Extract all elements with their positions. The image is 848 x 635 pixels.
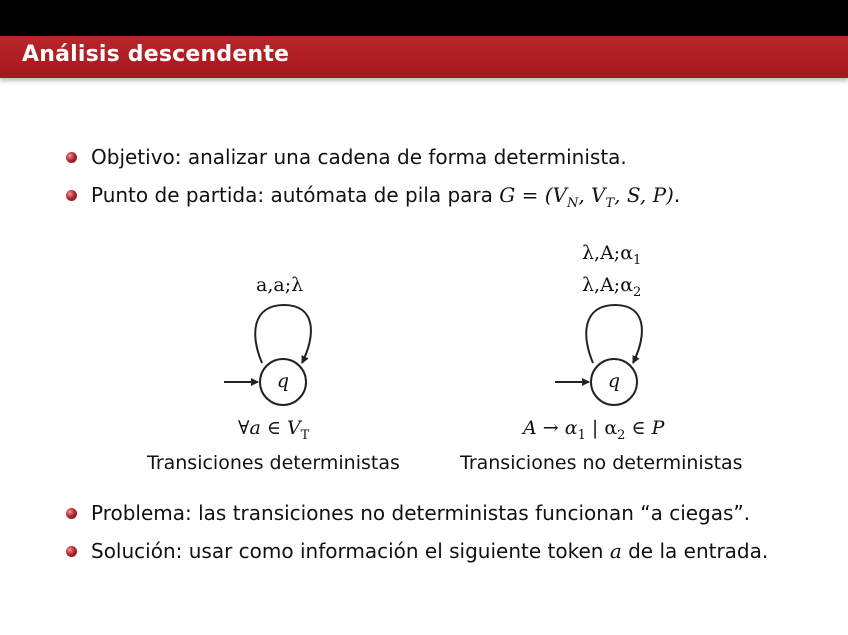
right-caption: Transiciones no deterministas (460, 452, 743, 474)
top-bar (0, 0, 848, 36)
bullet-period: . (673, 183, 681, 207)
right-condition: $A \to \alpha_1$ | $\alpha_2$ ∈ P (523, 417, 665, 443)
grammar-math: $G = (V_N$, $V_T$, S, P) (499, 183, 674, 211)
self-loop-right (586, 305, 642, 363)
right-transition-label-1: $\lambda,A;\alpha_1$ (582, 242, 642, 268)
bullet-icon (66, 508, 77, 519)
token-math: a (609, 539, 622, 563)
left-condition: ∀a ∈ $V_T$ (238, 417, 310, 443)
slide-title: Análisis descendente (22, 42, 290, 67)
left-state-q: q (259, 358, 307, 406)
bullet-solution (64, 532, 824, 570)
title-bar (0, 36, 848, 78)
left-transition-label: a,a;λ (256, 274, 304, 296)
left-caption: Transiciones deterministas (147, 452, 400, 474)
right-transition-label-2: $\lambda,A;\alpha_2$ (582, 274, 642, 300)
bullet-text: Punto de partida: autómata de pila para (91, 183, 500, 207)
diagram-edges (0, 230, 848, 490)
bullet-icon (66, 546, 77, 557)
bullet-objective (64, 138, 824, 176)
automata-diagrams (0, 230, 848, 490)
bullet-icon (66, 152, 77, 163)
bullet-text-end: de la entrada. (621, 539, 769, 563)
bullet-text: Solución: usar como información el siguiente token (91, 539, 610, 563)
bullet-problem (64, 494, 824, 532)
bottom-bullet-list (64, 494, 824, 570)
bullet-text: Objetivo: analizar una cadena de forma determinista. (91, 145, 627, 169)
bullet-text: Problema: las transiciones no deterministas funcionan “a ciegas”. (91, 501, 751, 525)
top-bullet-list (64, 138, 824, 214)
self-loop-left (255, 305, 311, 363)
bullet-starting-point (64, 176, 824, 214)
right-state-q: q (590, 358, 638, 406)
bullet-icon (66, 190, 77, 201)
